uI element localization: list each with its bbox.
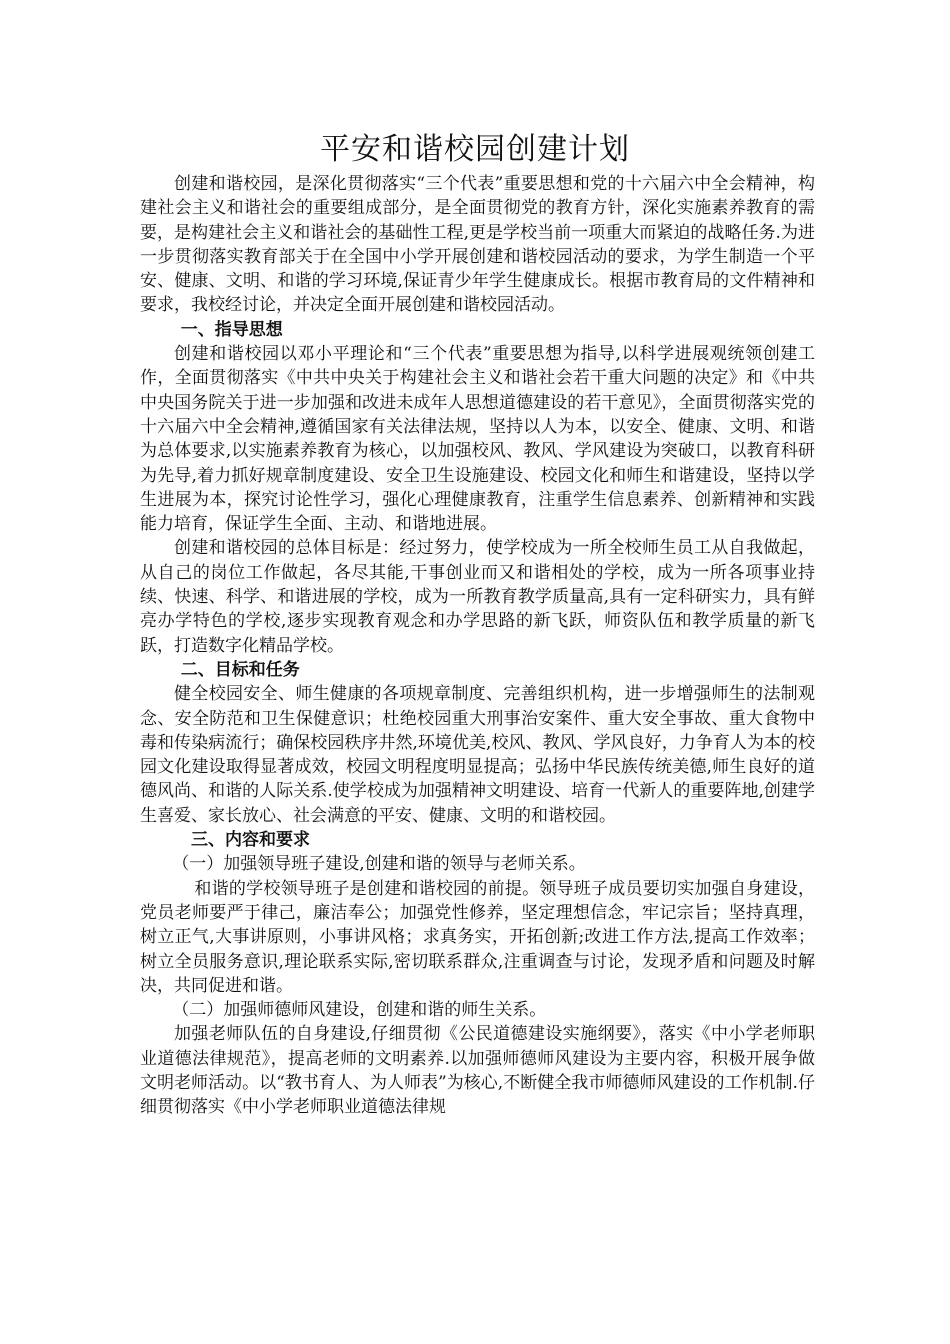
section-heading: 三、内容和要求: [191, 830, 310, 851]
paragraph: 创建和谐校园以邓小平理论和“三个代表”重要思想为指导,以科学进展观统领创建工作，全面贯彻落实《中共中央关于构建社会主义和谐社会若干重大问题的决定》和《中共中央国务院关于进一步加强和改进未成年人思想道德建设的若干意见》，全面贯彻落实党的十六届六中全会精神,遵循国家有关法律法规，坚持以人为本，以安全、健康、文明、和谐为总体要求,以实施素养教育为核心，以加强校风、教风、学风建设为突破口，以教育科研为先导,着力抓好规章制度建设、安全卫生设施建设、校园文化和师生和谐建设，坚持以学生进展为本，探究讨论性学习，强化心理健康教育，注重学生信息素养、创新精神和实践能力培育，保证学生全面、主动、和谐地进展。: [140, 344, 815, 535]
subsection-heading: （二）加强师德师风建设，创建和谐的师生关系。: [172, 1000, 547, 1021]
section-heading: 一、指导思想: [180, 319, 283, 340]
paragraph: 创建和谐校园的总体目标是：经过努力，使学校成为一所全校师生员工从自我做起，从自己的岗位工作做起，各尽其能,干事创业而又和谐相处的学校，成为一所各项事业持续、快速、科学、和谐进展的学校，成为一所教育教学质量高,具有一定科研实力，具有鲜亮办学特色的学校,逐步实现教育观念和办学思路的新飞跃，师资队伍和教学质量的新飞跃，打造数字化精品学校。: [140, 538, 815, 656]
page-title: 平安和谐校园创建计划: [320, 132, 630, 167]
paragraph: 创建和谐校园，是深化贯彻落实“三个代表”重要思想和党的十六届六中全会精神，构建社会主义和谐社会的重要组成部分，是全面贯彻党的教育方针，深化实施素养教育的需要，是构建社会主义和谐社会的基础性工程,更是学校当前一项重大而紧迫的战略任务.为进一步贯彻落实教育部关于在全国中小学开展创建和谐校园活动的要求，为学生制造一个平安、健康、文明、和谐的学习环境,保证青少年学生健康成长。根据市教育局的文件精神和要求，我校经讨论，并决定全面开展创建和谐校园活动。: [140, 174, 815, 316]
section-heading: 二、目标和任务: [180, 659, 300, 680]
document-body: [140, 172, 815, 1120]
paragraph: 加强老师队伍的自身建设,仔细贯彻《公民道德建设实施纲要》，落实《中小学老师职业道德法律规范》，提高老师的文明素养.以加强师德师风建设为主要内容，积极开展争做文明老师活动。以“教书育人、为人师表”为核心,不断健全我市师德师风建设的工作机制.仔细贯彻落实《中小学老师职业道德法律规: [140, 1024, 815, 1118]
subsection-heading: （一）加强领导班子建设,创建和谐的领导与老师关系。: [172, 854, 586, 875]
paragraph: 和谐的学校领导班子是创建和谐校园的前提。领导班子成员要切实加强自身建设，党员老师要严于律己，廉洁奉公；加强党性修养，坚定理想信念，牢记宗旨；坚持真理，树立正气,大事讲原则，小事讲风格；求真务实，开拓创新;改进工作方法,提高工作效率；树立全员服务意识,理论联系实际,密切联系群众,注重调查与讨论，发现矛盾和问题及时解决，共同促进和谐。: [140, 878, 815, 996]
paragraph: 健全校园安全、师生健康的各项规章制度、完善组织机构，进一步增强师生的法制观念、安全防范和卫生保健意识；杜绝校园重大刑事治安案件、重大安全事故、重大食物中毒和传染病流行；确保校园秩序井然,环境优美,校风、教风、学风良好，力争育人为本的校园文化建设取得显著成效，校园文明程度明显提高；弘扬中华民族传统美德,师生良好的道德风尚、和谐的人际关系.使学校成为加强精神文明建设、培育一代新人的重要阵地,创建学生喜爱、家长放心、社会满意的平安、健康、文明的和谐校园。: [140, 684, 815, 826]
